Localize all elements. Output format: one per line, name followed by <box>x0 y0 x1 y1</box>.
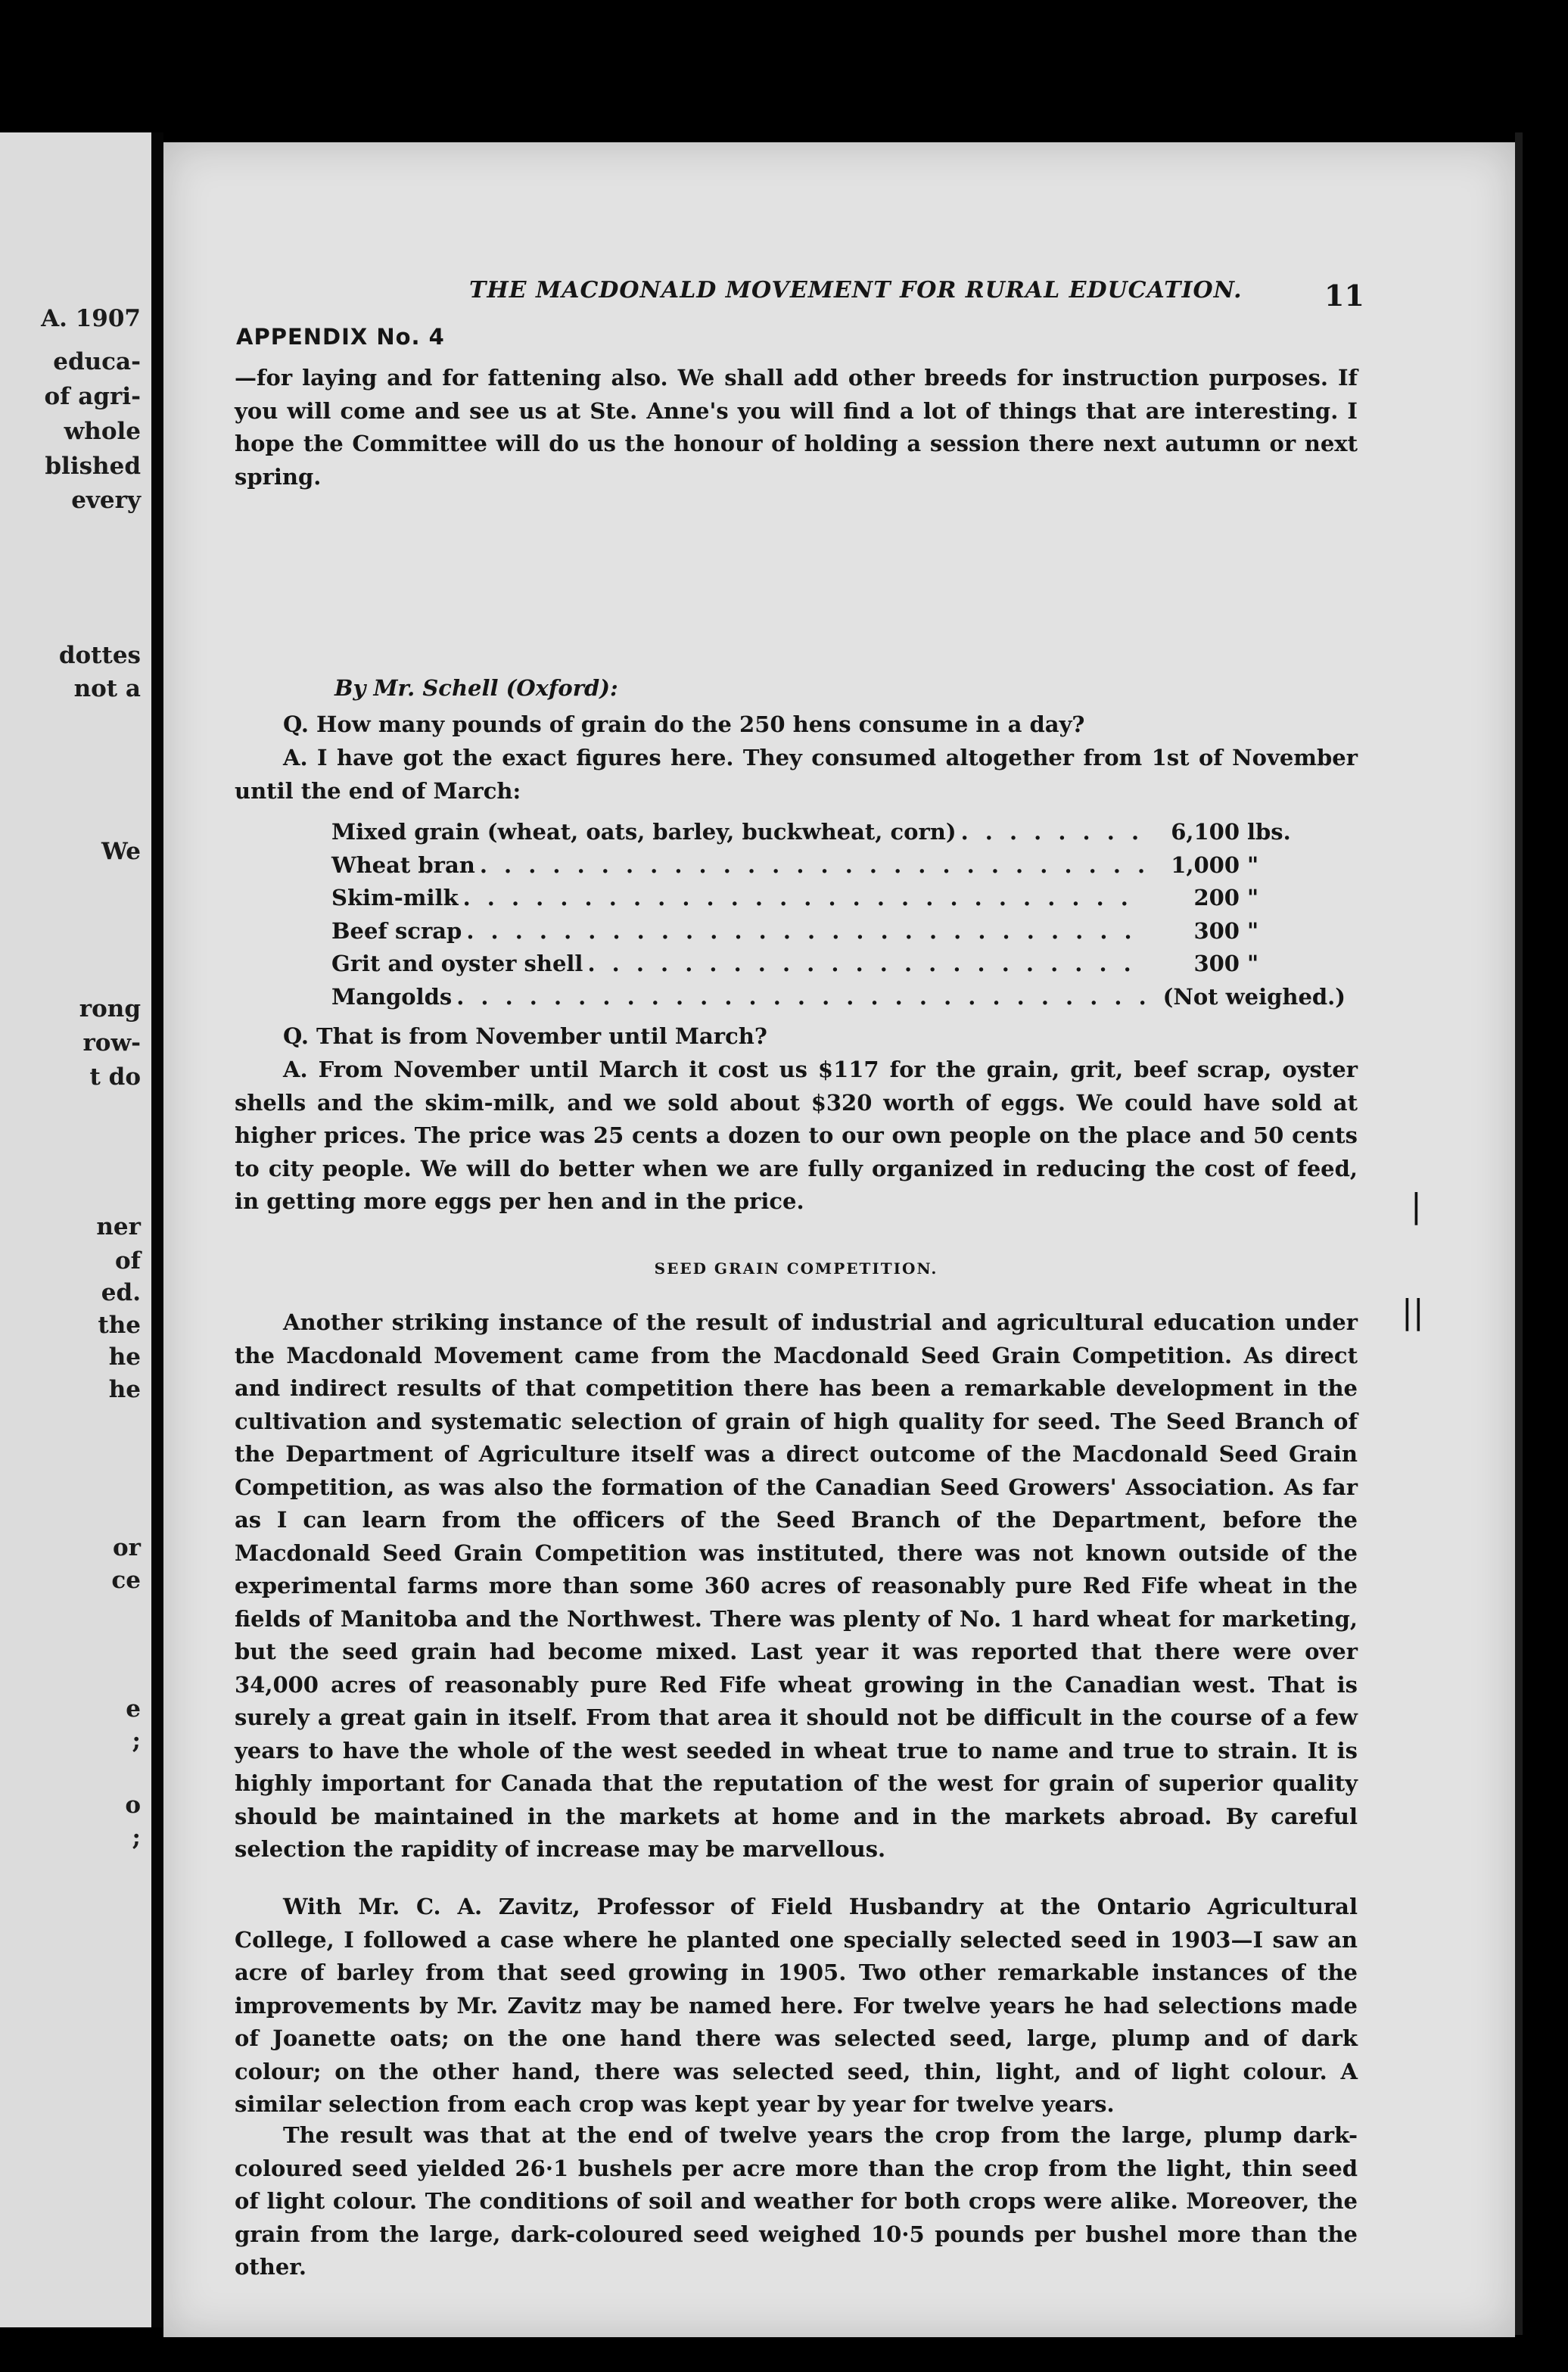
left-fragment-12: ner <box>96 1213 141 1240</box>
left-fragment-18: or <box>112 1534 141 1561</box>
dot-leader <box>480 849 1144 882</box>
feed-row <box>331 816 1346 849</box>
feed-amount: 300 <box>1193 951 1240 976</box>
running-title: THE MACDONALD MOVEMENT FOR RURAL EDUCATION. <box>469 277 1243 304</box>
dot-leader <box>587 948 1144 981</box>
feed-amount: 200 <box>1193 885 1240 911</box>
left-fragment-15: the <box>98 1312 141 1339</box>
left-fragment-10: row- <box>82 1029 141 1057</box>
feed-item: Mixed grain (wheat, oats, barley, buckwheat, corn) <box>331 819 957 845</box>
dot-leader <box>463 882 1144 915</box>
left-fragment-7: not a <box>73 675 141 702</box>
feed-unit: " <box>1247 917 1259 944</box>
feed-row <box>331 948 1346 981</box>
feed-item: Wheat bran <box>331 851 475 878</box>
page-number: 11 <box>1324 279 1364 313</box>
dot-leader <box>466 915 1144 948</box>
speaker-line: By Mr. Schell (Oxford): <box>334 675 618 701</box>
left-fragment-17: he <box>108 1376 141 1403</box>
left-fragment-16: he <box>108 1343 141 1371</box>
answer-1: A. I have got the exact figures here. They consumed altogether from 1st of November until the end of March: <box>235 745 1358 804</box>
left-fragment-1: educa- <box>53 348 141 375</box>
left-fragment-14: ed. <box>101 1279 141 1306</box>
feed-row <box>331 849 1346 882</box>
dot-leader <box>961 816 1144 849</box>
paragraph-result: The result was that at the end of twelve years the crop from the large, plump dark-coloured seed yielded 26·1 bushels per acre more than the crop from the light, thin seed of light colour. The conditions of soil and weather for both crops were alike. Moreover, the grain from the large, dark-coloured seed weighed 10·5 pounds per bushel more than the other. <box>235 2122 1358 2280</box>
left-fragment-3: whole <box>64 418 141 445</box>
feed-row <box>331 981 1346 1014</box>
left-fragment-4: blished <box>45 453 141 480</box>
page-edge <box>1515 132 1523 2335</box>
feed-unit: " <box>1247 885 1259 911</box>
feed-amount: 6,100 <box>1171 819 1240 845</box>
left-fragment-9: rong <box>79 995 141 1023</box>
left-fragment-23: ; <box>132 1824 141 1851</box>
left-fragment-21: ; <box>132 1727 141 1754</box>
feed-row <box>331 915 1346 948</box>
left-page-fragment <box>0 132 151 2327</box>
feed-item: Beef scrap <box>331 917 462 944</box>
left-fragment-20: e <box>126 1695 141 1723</box>
left-fragment-0: A. 1907 <box>41 305 141 332</box>
feed-amount: (Not weighed.) <box>1162 983 1346 1010</box>
feed-row <box>331 882 1346 915</box>
paragraph-zavitz: With Mr. C. A. Zavitz, Professor of Field Husbandry at the Ontario Agricultural College, I followed a case where he planted one specially selected seed in 1903—I saw an acre of barley from that seed growing in 1905. Two other remarkable instances of the improvements by Mr. Zavitz may be named here. For twelve years he had selections made of Joanette oats; on the one hand there was selected seed, large, plump and of dark colour; on the other hand, there was selected seed, thin, light, and of light colour. A similar selection from each crop was kept year by year for twelve years. <box>235 1894 1358 2117</box>
left-fragment-19: ce <box>111 1567 141 1594</box>
page-gutter <box>151 132 163 2327</box>
left-fragment-13: of <box>114 1247 141 1275</box>
appendix-label: APPENDIX No. 4 <box>236 324 445 350</box>
left-fragment-8: We <box>101 838 141 865</box>
feed-amount: 300 <box>1193 917 1240 944</box>
feed-table <box>331 816 1346 1013</box>
feed-unit: " <box>1247 851 1259 878</box>
section-title: SEED GRAIN COMPETITION. <box>654 1259 938 1278</box>
feed-unit: lbs. <box>1247 819 1291 845</box>
left-fragment-6: dottes <box>58 642 141 669</box>
question-2: Q. That is from November until March? <box>283 1023 767 1049</box>
left-fragment-2: of agri- <box>44 383 141 410</box>
scanned-page <box>163 142 1515 2337</box>
feed-item: Skim-milk <box>331 885 459 911</box>
feed-item: Grit and oyster shell <box>331 951 583 976</box>
paragraph-intro: —for laying and for fattening also. We shall add other breeds for instruction purposes. If you will come and see us at Ste. Anne's you will find a lot of things that are interesting. I hope the Committee will do us the honour of holding a session there next autumn or next spring. <box>235 365 1358 490</box>
left-fragment-11: t do <box>89 1063 141 1091</box>
margin-mark-single: | <box>1411 1187 1422 1225</box>
margin-mark-double: || <box>1402 1293 1424 1331</box>
dot-leader <box>456 981 1152 1014</box>
paragraph-seed-competition: Another striking instance of the result of industrial and agricultural education under the Macdonald Movement came from the Macdonald Seed Grain Competition. As direct and indirect results of that competition there has been a remarkable development in the cultivation and systematic selection of grain of high quality for seed. The Seed Branch of the Department of Agriculture itself was a direct outcome of the Macdonald Seed Grain Competition, as was also the formation of the Canadian Seed Growers' Association. As far as I can learn from the officers of the Seed Branch of the Department, before the Macdonald Seed Grain Competition was instituted, there was not known outside of the experimental farms more than some 360 acres of reasonably pure Red Fife wheat in the fields of Manitoba and the Northwest. There was plenty of No. 1 hard wheat for marketing, but the seed grain had become mixed. Last year it was reported that there were over 34,000 acres of reasonably pure Red Fife wheat growing in the Canadian west. That is surely a great gain in itself. From that area it should not be difficult in the course of a few years to have the whole of the west seeded in wheat true to name and true to strain. It is highly important for Canada that the reputation of the west for grain of superior quality should be maintained in the markets at home and in the markets abroad. By careful selection the rapidity of increase may be marvellous. <box>235 1309 1358 1862</box>
feed-unit: " <box>1247 951 1259 976</box>
left-fragment-5: every <box>71 487 141 514</box>
feed-amount: 1,000 <box>1171 851 1240 878</box>
feed-item: Mangolds <box>331 983 453 1010</box>
answer-2: A. From November until March it cost us $117 for the grain, grit, beef scrap, oyster shells and the skim-milk, and we sold about $320 worth of eggs. We could have sold at higher prices. The price was 25 cents a dozen to our own people on the place and 50 cents to city people. We will do better when we are fully organized in reducing the cost of feed, in getting more eggs per hen and in the price. <box>235 1057 1358 1214</box>
left-fragment-22: o <box>125 1791 141 1819</box>
question-1: Q. How many pounds of grain do the 250 hens consume in a day? <box>283 711 1085 737</box>
